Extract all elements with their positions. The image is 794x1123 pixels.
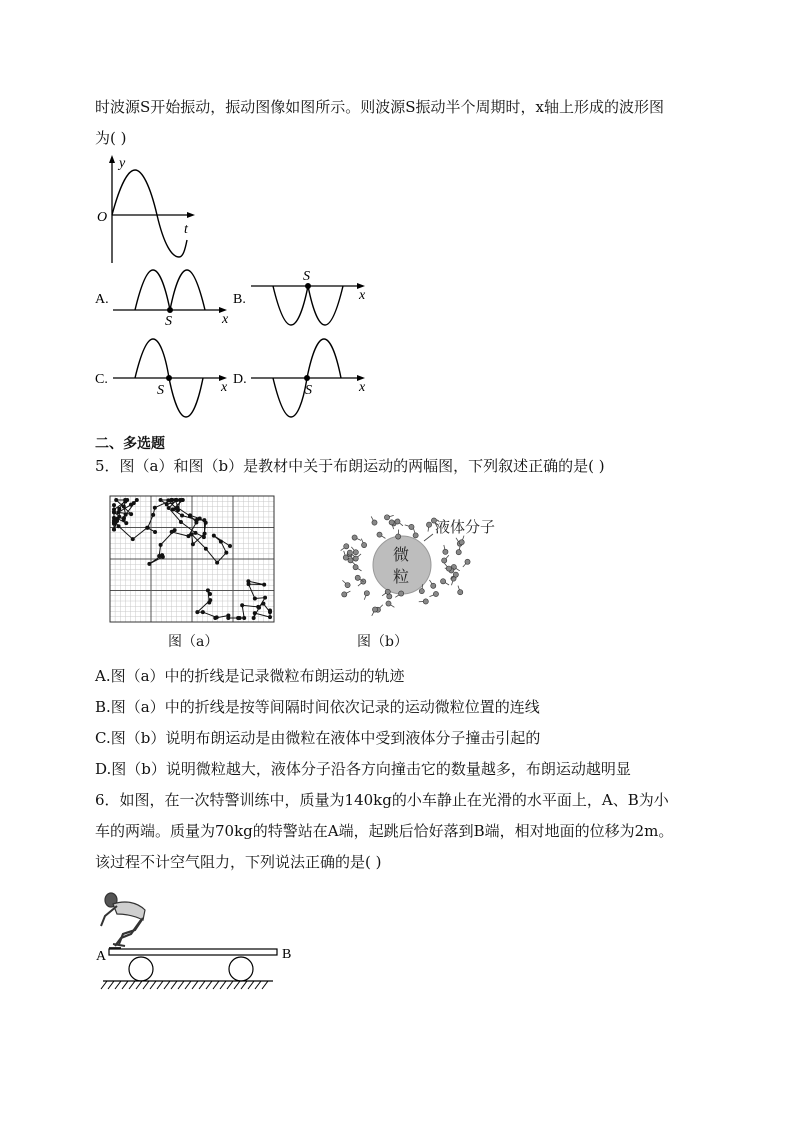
vibration-graph [95, 155, 205, 265]
q6-stem-line1: 6．如图，在一次特警训练中，质量为140kg的小车静止在光滑的水平面上，A、B为小 [95, 791, 669, 809]
q5-option-b: B.图（a）中的折线是按等间隔时间依次记录的运动微粒位置的连线 [95, 698, 540, 716]
q4-stem-line1: 时波源S开始振动，振动图像如图所示。则波源S振动半个周期时，x轴上形成的波形图 [95, 98, 665, 116]
x-axis-label: x [359, 288, 366, 303]
q4-stem-line2: 为( ) [95, 129, 127, 147]
end-a-label: A [96, 949, 107, 964]
t-axis-label: t [184, 222, 188, 237]
q4-option-b-figure [233, 265, 373, 330]
q4-option-c-figure [95, 335, 235, 425]
brownian-trajectory-grid [110, 496, 274, 622]
particle-label-1: 微 [393, 547, 410, 564]
liquid-molecule-label: 液体分子 [435, 520, 496, 536]
q4-option-d-figure [233, 335, 373, 425]
source-s-label: S [157, 383, 164, 398]
source-s-label: S [305, 383, 312, 398]
x-axis-label: x [221, 380, 228, 395]
source-s-label: S [303, 269, 310, 284]
q5-option-a: A.图（a）中的折线是记录微粒布朗运动的轨迹 [95, 667, 405, 685]
q4-option-c-label: C. [95, 372, 108, 387]
origin-label: O [97, 210, 108, 225]
x-axis-label: x [222, 312, 229, 327]
section-title: 二、多选题 [95, 436, 165, 452]
police-officer-figure [101, 893, 145, 948]
q5-stem: 5．图（a）和图（b）是教材中关于布朗运动的两幅图，下列叙述正确的是( ) [95, 457, 605, 475]
q4-option-a-label: A. [95, 292, 109, 307]
q5-option-c: C.图（b）说明布朗运动是由微粒在液体中受到液体分子撞击引起的 [95, 729, 541, 747]
end-b-label: B [282, 947, 292, 962]
q6-stem-line3: 该过程不计空气阻力，下列说法正确的是( ) [95, 853, 382, 871]
source-s-label: S [165, 314, 172, 329]
particle-molecules-figure [340, 508, 520, 618]
q5-option-d: D.图（b）说明微粒越大，液体分子沿各方向撞击它的数量越多，布朗运动越明显 [95, 760, 631, 778]
figure-a-caption: 图（a） [168, 634, 219, 650]
figure-b-caption: 图（b） [357, 634, 408, 650]
q6-stem-line2: 车的两端。质量为70kg的特警站在A端，起跳后恰好落到B端，相对地面的位移为2m。 [95, 822, 674, 840]
q4-option-a-figure [95, 265, 235, 330]
particle-label-2: 粒 [393, 569, 410, 586]
x-axis-label: x [359, 380, 366, 395]
y-axis-label: y [119, 156, 126, 171]
q4-option-d-label: D. [233, 372, 247, 387]
q4-option-b-label: B. [233, 292, 246, 307]
cart-jumper-figure [95, 880, 305, 995]
